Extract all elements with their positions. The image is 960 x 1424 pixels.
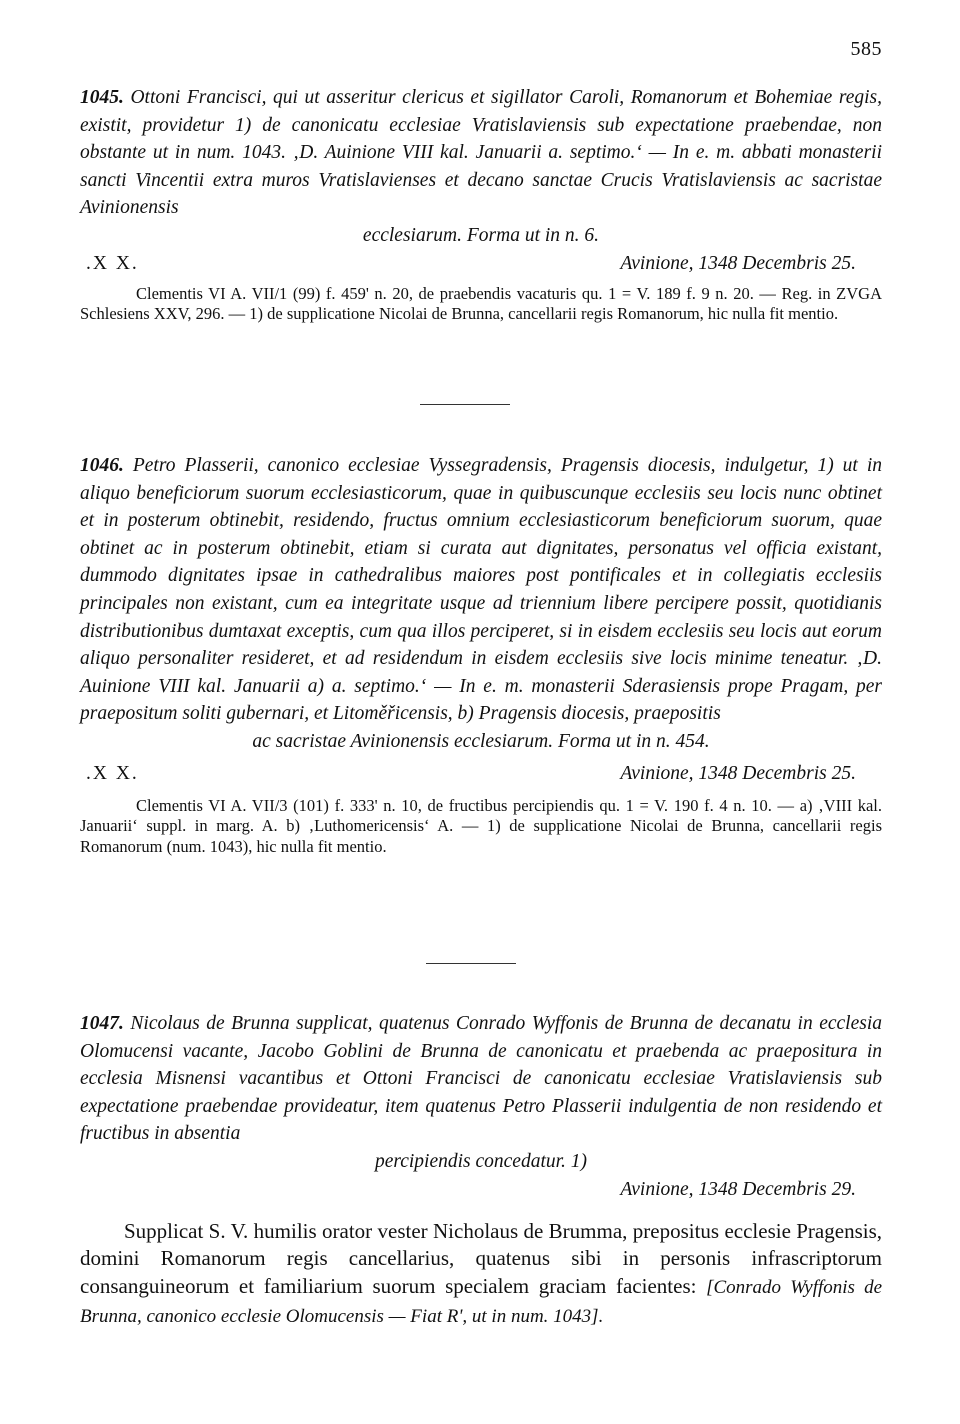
entry-1047 xyxy=(80,1010,882,1331)
entry-date: Avinione, 1348 Decembris 29. xyxy=(620,1178,856,1200)
dateline xyxy=(80,760,882,788)
entry-body: Ottoni Francisci, qui ut asseritur clericus et sigillator Caroli, Romanorum et Bohemiae regis, existit, providetur 1) de canonicatu ecclesiae Vratislaviensis sub expectatione praebendae, non obstante ut in num. 1043. ‚D. Auinione VIII kal. Januarii a. septimo.‘ — In e. m. abbati monasterii sancti Vincentii extra muros Vratislavienses et decano sanctae Crucis Vratislaviensis ac sacristae Avinionensis xyxy=(80,87,882,219)
dateline xyxy=(80,1176,882,1204)
entry-text xyxy=(80,84,882,222)
supplication-text: Supplicat S. V. humilis orator vester Nicholaus de Brumma, prepositus ecclesie Pragensis, domini Romanorum regis cancellarius, quatenus sibi in personis infrascriptorum consanguineorum et familiarium suorum specialem graciam facientes: xyxy=(80,1218,882,1299)
entry-notes: Clementis VI A. VII/3 (101) f. 333' n. 10, de fructibus percipiendis qu. 1 = V. 190 f. 4 n. 10. — a) ‚VIII kal. Januarii‘ suppl. in marg. A. b) ‚Luthomericensis‘ A. — 1) de supplicatione Nicolai de Brunna, cancellarii regis Romanorum (num. 1043), hic nulla fit mentio. xyxy=(80,795,882,856)
sigla: .X X. xyxy=(86,762,139,784)
entry-number: 1046. xyxy=(80,455,124,476)
entry-number: 1045. xyxy=(80,87,124,108)
entry-text-center: ecclesiarum. Forma ut in n. 6. xyxy=(362,224,600,246)
dateline xyxy=(80,250,882,278)
entry-notes: Clementis VI A. VII/1 (99) f. 459' n. 20, de praebendis vacaturis qu. 1 = V. 189 f. 9 n. 20. — Reg. in ZVGA Schlesiens XXV, 296. — 1) de supplicatione Nicolai de Brunna, cancellarii regis Romanorum, hic nulla fit mentio. xyxy=(80,283,882,324)
supplication-body xyxy=(80,1218,882,1331)
separator-rule xyxy=(426,963,516,964)
sigla: .X X. xyxy=(86,252,139,274)
entry-1046 xyxy=(80,452,882,857)
separator-rule xyxy=(420,404,510,405)
entry-body: Nicolaus de Brunna supplicat, quatenus Conrado Wyffonis de Brunna de decanatu in ecclesia Olomucensi vacante, Jacobo Goblini de Brunna de canonicatu et praebenda ac praepositura in ecclesia Misnensi vacantibus et Ottoni Francisci de canonicatu ecclesiae Vratislaviensis sub expectatione praebendae provideatur, item quatenus Petro Plasserii indulgentia de non residendo et fructibus in absentia xyxy=(80,1013,883,1145)
entry-date: Avinione, 1348 Decembris 25. xyxy=(620,762,856,784)
entry-number: 1047. xyxy=(80,1013,124,1034)
entry-text-center: ac sacristae Avinionensis ecclesiarum. Forma ut in n. 454. xyxy=(252,730,710,752)
entry-text xyxy=(80,452,882,728)
entry-body: Petro Plasserii, canonico ecclesiae Vyssegradensis, Pragensis diocesis, indulgetur, 1) ut in aliquo beneficiorum suorum ecclesiasticorum, quae in quibuscunque ecclesiis seu locis nunc obtinet et in posterum obtinebit, residendo, fructus omnium ecclesiasticorum beneficiorum suorum, quae obtinet ac in posterum obtinebit, etiam si curata aut dignitates, personatus vel officia existant, dummodo dignitates ipsae in cathedralibus maiores post pontificales et in collegiatis ecclesiis principales non existant, cum ea integritate usque ad triennium libere percipere possit, quotidianis distributionibus dumtaxat exceptis, cum qua illos perciperet, si in eisdem ecclesiis seu locis aut eorum aliquo personaliter resideret, et ad residendum in eisdem ecclesiis sive locis minime teneatur. ‚D. Auinione VIII kal. Januarii a) a. septimo.‘ — In e. m. monasterii Sderasiensis prope Pragam, per praepositum soliti gubernari, et Litoměřicensis, b) Pragensis diocesis, praepositis xyxy=(80,455,882,725)
entry-date: Avinione, 1348 Decembris 25. xyxy=(620,252,856,274)
page-number: 585 xyxy=(850,38,882,60)
entry-1045 xyxy=(80,84,882,325)
entry-text-center: percipiendis concedatur. 1) xyxy=(374,1150,588,1172)
supplication-italic: [Conrado Wyffonis de Brunna, canonico ecclesie Olomucensis — Fiat R', ut in num. 1043]. xyxy=(80,1277,883,1327)
entry-text xyxy=(80,1010,882,1148)
